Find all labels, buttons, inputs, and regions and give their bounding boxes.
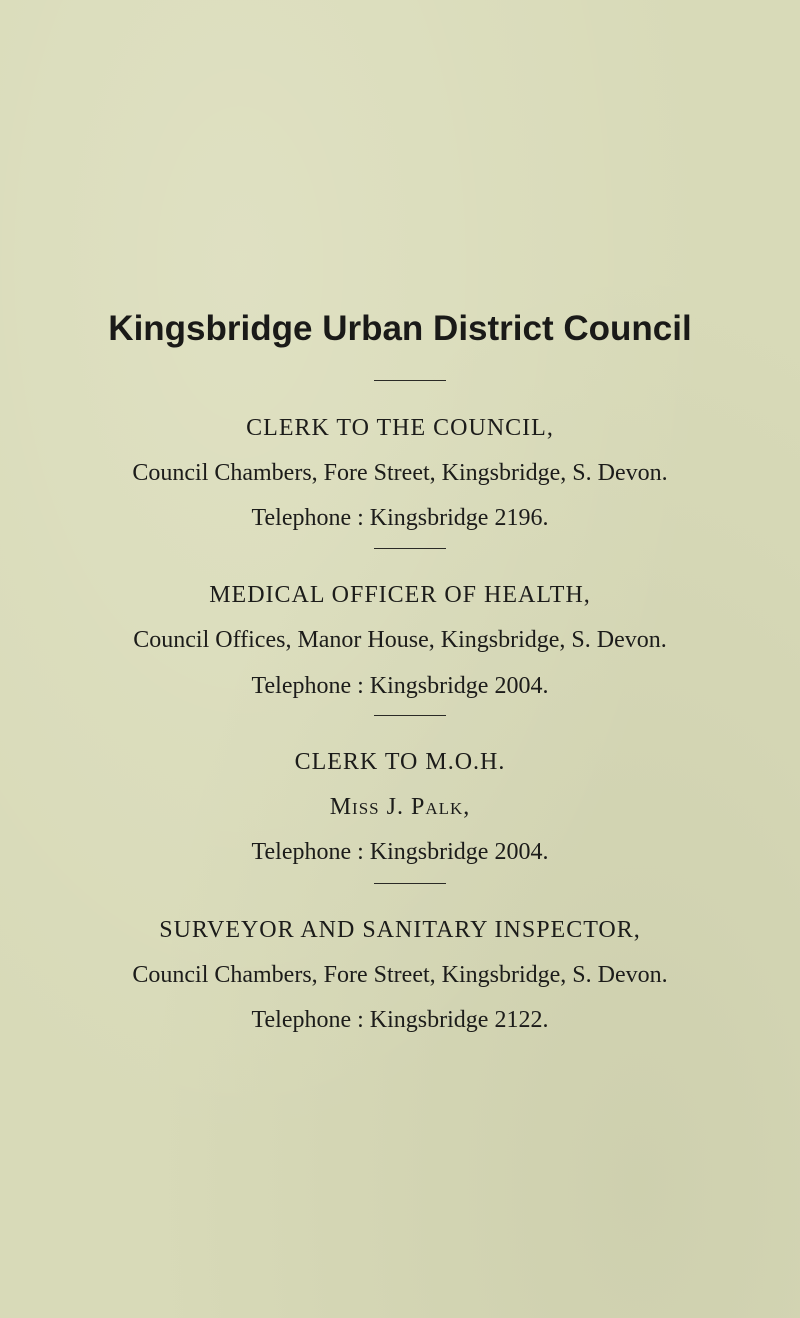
section-heading-clerk-moh: CLERK TO M.O.H. xyxy=(294,749,506,775)
section-address-clerk: Council Chambers, Fore Street, Kingsbridge, S. Devon. xyxy=(132,460,668,486)
page-title: Kingsbridge Urban District Council xyxy=(108,309,692,348)
divider-rule xyxy=(374,548,446,549)
divider-rule xyxy=(374,380,446,381)
section-heading-clerk: CLERK TO THE COUNCIL, xyxy=(246,415,554,441)
divider-rule xyxy=(374,883,446,884)
section-telephone-clerk-moh: Telephone : Kingsbridge 2004. xyxy=(251,839,549,865)
section-address-moh: Council Offices, Manor House, Kingsbridge, S. Devon. xyxy=(133,627,667,653)
section-heading-moh: MEDICAL OFFICER OF HEALTH, xyxy=(209,582,591,608)
divider-rule xyxy=(374,715,446,716)
section-telephone-surveyor: Telephone : Kingsbridge 2122. xyxy=(251,1007,549,1033)
section-telephone-clerk: Telephone : Kingsbridge 2196. xyxy=(251,505,549,531)
section-heading-surveyor: SURVEYOR AND SANITARY INSPECTOR, xyxy=(159,917,641,943)
section-name-clerk-moh: Miss J. Palk, xyxy=(329,794,471,820)
section-address-surveyor: Council Chambers, Fore Street, Kingsbridge, S. Devon. xyxy=(132,962,668,988)
section-telephone-moh: Telephone : Kingsbridge 2004. xyxy=(251,673,549,699)
